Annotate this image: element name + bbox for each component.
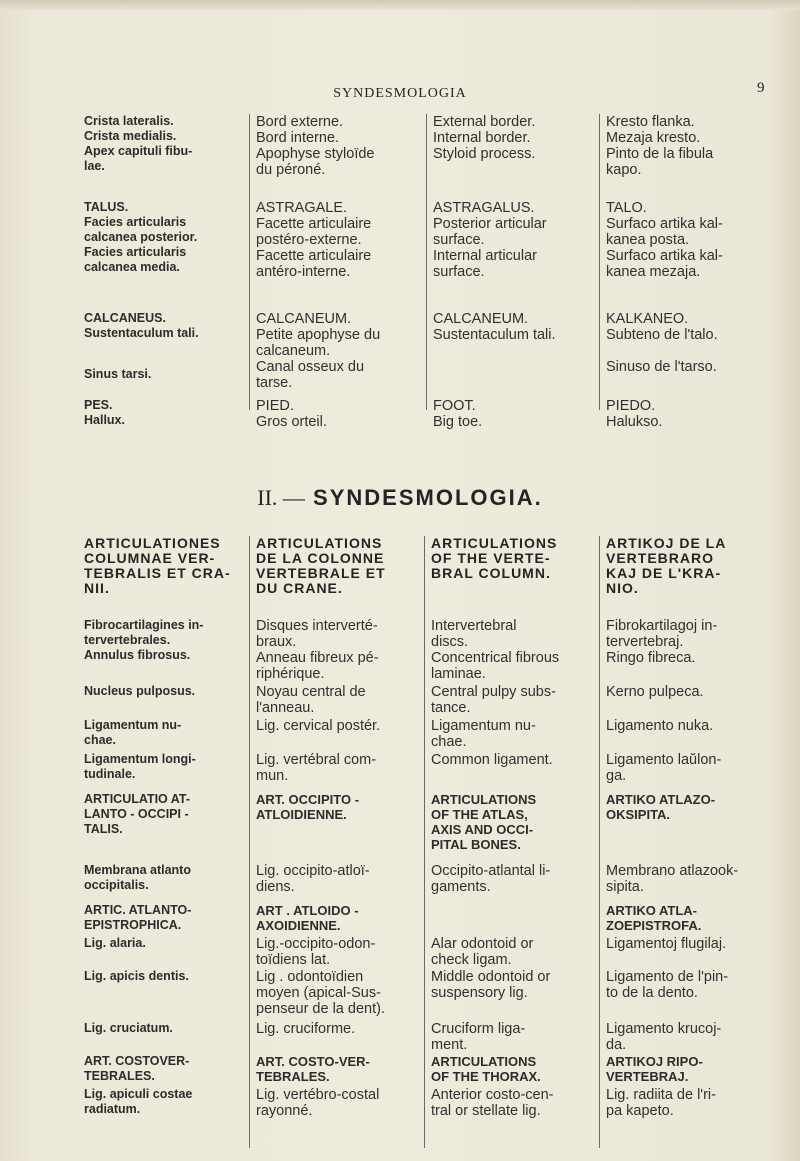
bottom-latin-costovertebrales: ART. COSTOVER- TEBRALES. (84, 1054, 190, 1083)
bottom-esperanto-pinto: Ligamento de l'pin- to de la dento. (606, 969, 729, 1001)
bottom-english-thorax: ARTICULATIONS OF THE THORAX. (431, 1054, 541, 1084)
bottom-esperanto-kerno: Kerno pulpeca. (606, 684, 704, 700)
bottom-english-intervertebral: Intervertebral discs. Concentrical fibrous laminae. (431, 618, 560, 682)
top-french-astragale: ASTRAGALE. Facette articulaire postéro-externe. Facette articulaire antéro-interne. (256, 200, 372, 280)
bottom-english-common-ligament: Common ligament. (431, 752, 553, 768)
top-latin-crista: Crista lateralis. Crista medialis. Apex capituli fibu- lae. (84, 114, 193, 173)
bottom-french-atloido-axoidienne: ART . ATLOIDO - AXOIDIENNE. (256, 903, 359, 933)
top-latin-sinus: Sinus tarsi. (84, 367, 152, 381)
section-heading (0, 485, 800, 511)
bottom-esperanto-ripo-vertebraj: ARTIKOJ RIPO- VERTEBRAJ. (606, 1054, 703, 1084)
top-esperanto-piedo: PIEDO. Halukso. (606, 398, 663, 430)
bottom-french-occipito-atloidiens: Lig. occipito-atloï- diens. (256, 863, 370, 895)
top-esperanto-talo: TALO. Surfaco artika kal- kanea posta. Surfaco artika kal- kanea mezaja. (606, 200, 723, 280)
top-english-border: External border. Internal border. Styloid process. (433, 114, 536, 162)
top-english-calcaneum: CALCANEUM. Sustentaculum tali. (433, 311, 556, 343)
top-col-esperanto (599, 114, 790, 430)
bottom-esperanto-artikoj: ARTIKOJ DE LA VERTEBRARO KAJ DE L'KRA- NIO. (606, 535, 727, 596)
page-top-edge (0, 0, 800, 10)
bottom-latin-costae: Lig. apiculi costae radiatum. (84, 1087, 193, 1116)
section-title-text: SYNDESMOLOGIA. (313, 485, 543, 510)
bottom-col-english (424, 536, 599, 1148)
bottom-latin-atlanto-occipitalis: ARTICULATIO AT- LANTO - OCCIPI - TALIS. (84, 792, 190, 836)
bottom-french-occipito-odontoidiens: Lig.-occipito-odon- toïdiens lat. (256, 936, 376, 968)
bottom-esperanto-laulonga: Ligamento laŭlon- ga. (606, 752, 722, 784)
top-esperanto-kalkaneo: KALKANEO. Subteno de l'talo. (606, 311, 718, 343)
bottom-latin-nuchae: Ligamentum nu- chae. (84, 718, 182, 747)
bottom-english-articulations: ARTICULATIONS OF THE VERTE- BRAL COLUMN. (431, 535, 558, 581)
top-latin-pes: PES. Hallux. (84, 398, 125, 427)
bottom-french-cervical: Lig. cervical postér. (256, 718, 381, 734)
bottom-col-esperanto (599, 536, 790, 1148)
bottom-esperanto-atlazo-oksipita: ARTIKO ATLAZO- OKSIPITA. (606, 792, 716, 822)
section-number: II. — (257, 485, 305, 510)
top-latin-calcaneus: CALCANEUS. Sustentaculum tali. (84, 311, 199, 340)
bottom-french-cruciforme: Lig. cruciforme. (256, 1021, 356, 1037)
bottom-french-odontoidien-moyen: Lig . odontoïdien moyen (apical-Sus- penseur de la dent). (256, 969, 385, 1017)
page-number: 9 (757, 80, 765, 96)
bottom-french-articulations: ARTICULATIONS DE LA COLONNE VERTEBRALE ET DU CRANE. (256, 535, 386, 596)
bottom-english-costo-central: Anterior costo-cen- tral or stellate lig. (431, 1087, 554, 1119)
bottom-latin-cruciatum: Lig. cruciatum. (84, 1021, 173, 1035)
bottom-french-occipito-atloidienne: ART. OCCIPITO - ATLOIDIENNE. (256, 792, 360, 822)
bottom-english-alar: Alar odontoid or check ligam. (431, 936, 534, 968)
bottom-esperanto-fibrokartilagoj: Fibrokartilagoj in- tervertebraj. Ringo fibreca. (606, 618, 718, 666)
running-head: SYNDESMOLOGIA (333, 86, 467, 101)
bottom-latin-fibrocartilagines: Fibrocartilagines in- tervertebrales. Annulus fibrosus. (84, 618, 204, 662)
top-col-english (426, 114, 599, 430)
top-col-french (249, 114, 426, 430)
bottom-french-noyau: Noyau central de l'anneau. (256, 684, 366, 716)
bottom-table (84, 536, 790, 1148)
bottom-esperanto-krucojda: Ligamento krucoj- da. (606, 1021, 722, 1053)
bottom-english-atlas-axis: ARTICULATIONS OF THE ATLAS, AXIS AND OCCI- PITAL BONES. (431, 792, 537, 852)
bottom-latin-epistrophica: ARTIC. ATLANTO- EPISTROPHICA. (84, 903, 192, 932)
bottom-esperanto-radiita: Lig. radiita de l'ri- pa kapeto. (606, 1087, 716, 1119)
top-table (84, 114, 790, 430)
bottom-esperanto-atlazoepistrofa: ARTIKO ATLA- ZOEPISTROFA. (606, 903, 702, 933)
bottom-latin-membrana: Membrana atlanto occipitalis. (84, 863, 191, 892)
bottom-english-cruciform: Cruciform liga- ment. (431, 1021, 526, 1053)
bottom-esperanto-membrano: Membrano atlazook- sipita. (606, 863, 739, 895)
bottom-latin-alaria: Lig. alaria. (84, 936, 146, 950)
bottom-english-central-pulpy: Central pulpy subs- tance. (431, 684, 556, 716)
bottom-latin-apicis: Lig. apicis dentis. (84, 969, 189, 983)
bottom-latin-articulationes: ARTICULATIONES COLUMNAE VER- TEBRALIS ET CRA- NII. (84, 535, 231, 596)
top-french-pied: PIED. Gros orteil. (256, 398, 327, 430)
bottom-french-disques: Disques interverté- braux. Anneau fibreux pé- riphérique. (256, 618, 379, 682)
top-english-astragalus: ASTRAGALUS. Posterior articular surface. Internal articular surface. (433, 200, 547, 280)
bottom-col-french (249, 536, 424, 1148)
bottom-english-nuchae: Ligamentum nu- chae. (431, 718, 536, 750)
bottom-latin-nucleus: Nucleus pulposus. (84, 684, 196, 698)
bottom-french-vertebral: Lig. vertébral com- mun. (256, 752, 377, 784)
bottom-esperanto-flugilaj: Ligamentoj flugilaj. (606, 936, 727, 952)
bottom-english-occipito-atlantal: Occipito-atlantal li- gaments. (431, 863, 551, 895)
top-esperanto-kresto: Kresto flanka. Mezaja kresto. Pinto de la fibula kapo. (606, 114, 714, 178)
top-esperanto-sinuso: Sinuso de l'tarso. (606, 359, 717, 375)
bottom-latin-longitudinale: Ligamentum longi- tudinale. (84, 752, 196, 781)
top-french-canal: Canal osseux du tarse. (256, 359, 365, 391)
bottom-english-middle-odontoid: Middle odontoid or suspensory lig. (431, 969, 551, 1001)
bottom-col-latin (84, 536, 249, 1148)
top-french-bord: Bord externe. Bord interne. Apophyse styloïde du péroné. (256, 114, 375, 178)
top-latin-talus: TALUS. Facies articularis calcanea posterior. Facies articularis calcanea media. (84, 200, 198, 274)
top-french-calcaneum: CALCANEUM. Petite apophyse du calcaneum. (256, 311, 381, 359)
top-col-latin (84, 114, 249, 427)
bottom-esperanto-nuka: Ligamento nuka. (606, 718, 714, 734)
bottom-french-vertebro-costal: Lig. vertébro-costal rayonné. (256, 1087, 380, 1119)
top-english-foot: FOOT. Big toe. (433, 398, 483, 430)
bottom-french-costo-vertebrales: ART. COSTO-VER- TEBRALES. (256, 1054, 370, 1084)
